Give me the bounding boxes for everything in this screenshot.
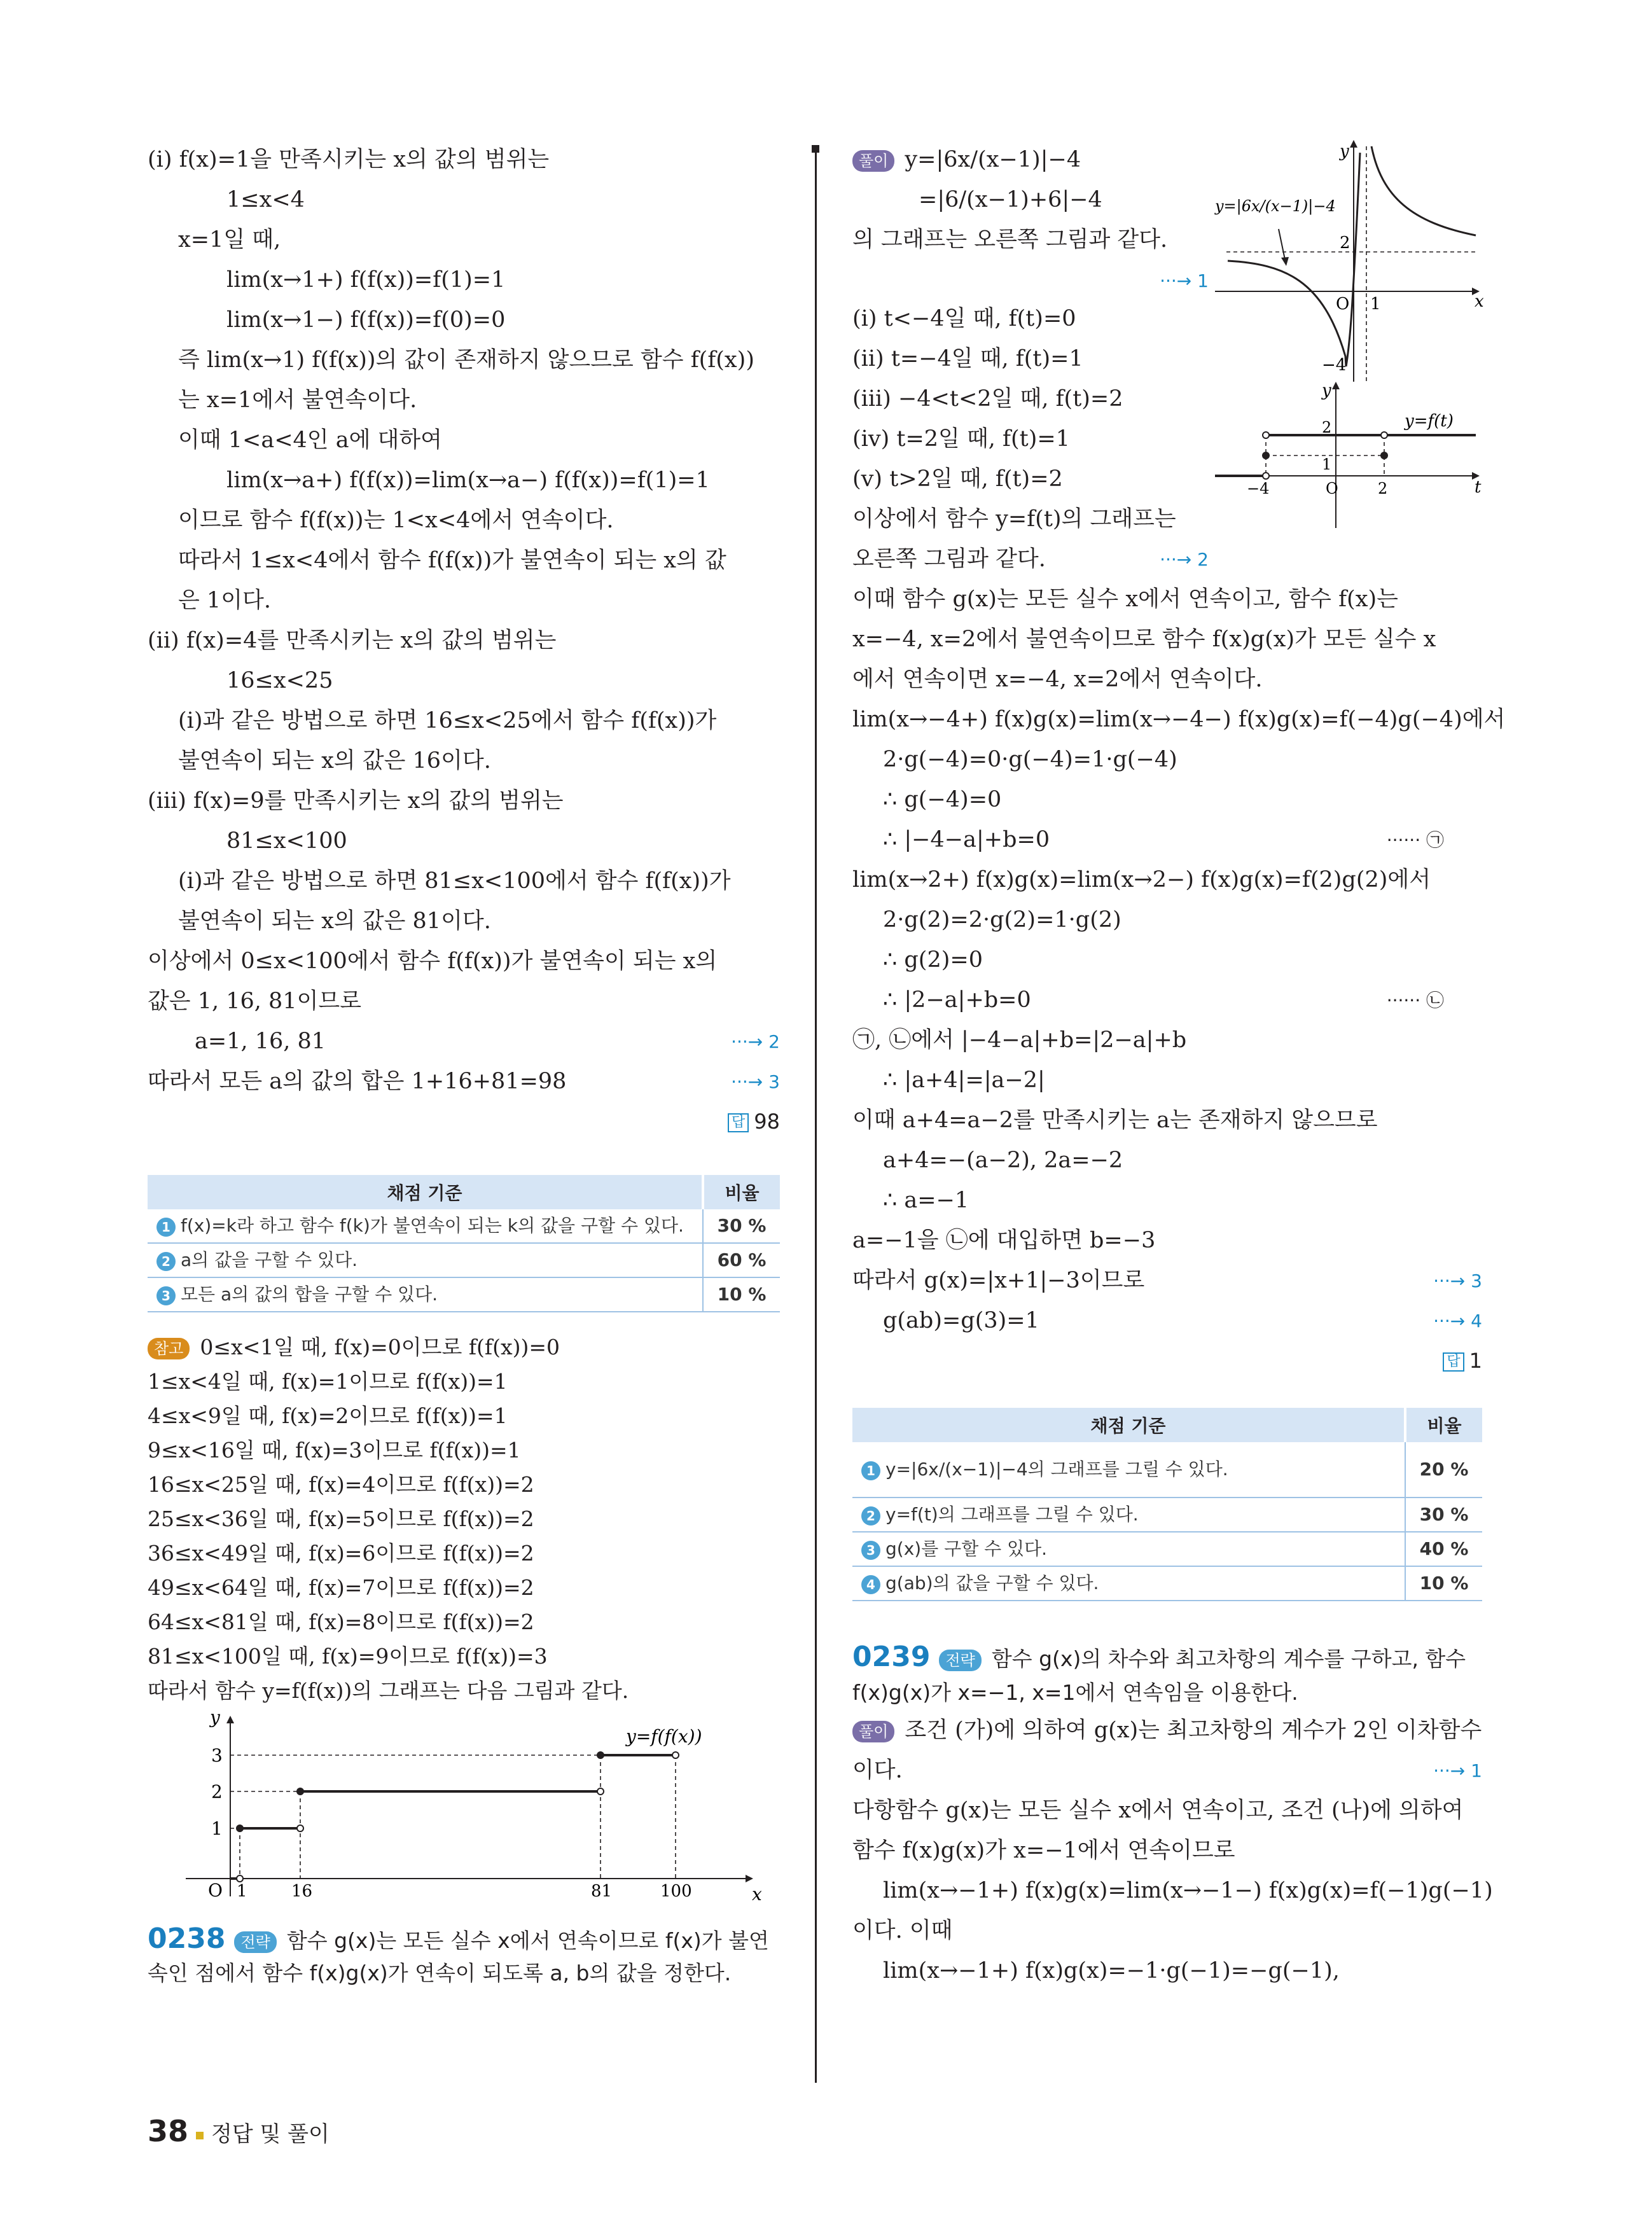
- curve-label: y=f(f(x)): [626, 1726, 702, 1747]
- note-badge: 참고: [148, 1338, 190, 1359]
- step-number-icon: 3: [156, 1286, 176, 1305]
- scoring-table: [852, 1408, 1482, 1601]
- ft-step-graph: [1215, 382, 1482, 528]
- strategy-text: 함수 g(x)의 차수와 최고차항의 계수를 구하고, 함수: [991, 1646, 1466, 1671]
- strategy-text: 속인 점에서 함수 f(x)g(x)가 연속이 되도록 a, b의 값을 정한다.: [148, 1961, 732, 1985]
- axis-label: y: [1340, 142, 1349, 161]
- criterion-pct: 10 %: [1405, 1566, 1482, 1601]
- text-line: 이므로 함수 f(f(x))는 1<x<4에서 연속이다.: [178, 508, 614, 533]
- tick-label: 3: [211, 1745, 223, 1766]
- text-line: lim(x→2+) f(x)g(x)=lim(x→2−) f(x)g(x)=f(2)g(2)에서: [852, 867, 1431, 893]
- text-line: [148, 1022, 780, 1062]
- origin-label: O: [208, 1880, 223, 1901]
- equation-tag: ······ ㉡: [1386, 990, 1444, 1011]
- step-marker: ···→ 2: [731, 1031, 780, 1052]
- problem-0238-strategy: [148, 1922, 780, 1956]
- footer-title: 정답 및 풀이: [211, 2122, 330, 2147]
- note-line: 1≤x<4일 때, f(x)=1이므로 f(f(x))=1: [148, 1369, 508, 1394]
- text-line: 이상에서 0≤x<100에서 함수 f(f(x))가 불연속이 되는 x의: [148, 949, 718, 974]
- note-line: 25≤x<36일 때, f(x)=5이므로 f(f(x))=2: [148, 1506, 534, 1531]
- text-line: lim(x→−1+) f(x)g(x)=−1·g(−1)=−g(−1),: [883, 1958, 1340, 1984]
- answer-value: 98: [754, 1109, 780, 1134]
- tick-label: 1: [237, 1882, 247, 1901]
- table-header: 채점 기준: [852, 1408, 1405, 1442]
- note-line: 81≤x<100일 때, f(x)=9이므로 f(f(x))=3: [148, 1644, 548, 1669]
- text-line: [852, 820, 1482, 860]
- note-line: 9≤x<16일 때, f(x)=3이므로 f(f(x))=1: [148, 1438, 521, 1463]
- step-number-icon: 1: [156, 1218, 176, 1237]
- answer: [852, 1341, 1482, 1381]
- cases-block: [852, 299, 1482, 580]
- step-marker: [852, 260, 1209, 300]
- text-line-content: g(ab)=g(3)=1: [883, 1308, 1039, 1333]
- axis-label: x: [1475, 292, 1484, 311]
- origin-label: O: [1326, 480, 1338, 497]
- strategy-badge: 전략: [234, 1931, 276, 1953]
- text-line: lim(x→−4+) f(x)g(x)=lim(x→−4−) f(x)g(x)=f(−4)g(−4)에서: [852, 707, 1506, 732]
- tick-label: −4: [1247, 480, 1270, 497]
- text-line: a=−1을 ㉡에 대입하면 b=−3: [852, 1228, 1156, 1253]
- answer: [148, 1102, 780, 1142]
- criterion-pct: 10 %: [703, 1277, 780, 1312]
- text-line: x=1일 때,: [178, 227, 281, 253]
- text-line: a+4=−(a−2), 2a=−2: [883, 1148, 1123, 1173]
- criterion-text: y=|6x/(x−1)|−4의 그래프를 그릴 수 있다.: [885, 1459, 1228, 1480]
- note-text: 0≤x<1일 때, f(x)=0이므로 f(f(x))=0: [200, 1335, 560, 1359]
- criterion-pct: 30 %: [703, 1209, 780, 1243]
- step-marker-text: ···→ 1: [1160, 270, 1209, 291]
- note-line: 4≤x<9일 때, f(x)=2이므로 f(f(x))=1: [148, 1403, 508, 1428]
- table-row: [852, 1532, 1482, 1566]
- text-line: [852, 1261, 1482, 1301]
- axis-label: t: [1475, 478, 1482, 497]
- text-line: 이때 함수 g(x)는 모든 실수 x에서 연속이고, 함수 f(x)는: [852, 587, 1398, 612]
- problem-number: 0238: [148, 1922, 226, 1955]
- text-line: 는 x=1에서 불연속이다.: [178, 387, 417, 413]
- criterion-pct: 20 %: [1405, 1442, 1482, 1498]
- solution-badge: 풀이: [852, 1721, 894, 1742]
- step-number-icon: 1: [861, 1461, 880, 1480]
- note-line: 36≤x<49일 때, f(x)=6이므로 f(f(x))=2: [148, 1541, 534, 1566]
- table-row: [148, 1277, 780, 1312]
- footer-square-icon: [196, 2132, 204, 2139]
- step-marker: ···→ 2: [1160, 549, 1209, 570]
- criterion-pct: 40 %: [1405, 1532, 1482, 1566]
- strategy-text: 함수 g(x)는 모든 실수 x에서 연속이므로 f(x)가 불연: [286, 1928, 769, 1953]
- text-line: ∴ g(2)=0: [883, 947, 983, 973]
- text-line: lim(x→1−) f(f(x))=f(0)=0: [226, 307, 506, 333]
- table-header: 비율: [703, 1175, 780, 1209]
- text-line: 다항함수 g(x)는 모든 실수 x에서 연속이고, 조건 (나)에 의하여: [852, 1798, 1464, 1823]
- left-column: [148, 140, 780, 1991]
- tick-label: 81: [591, 1882, 613, 1901]
- table-row: [148, 1209, 780, 1243]
- criterion-text: a의 값을 구할 수 있다.: [181, 1249, 358, 1270]
- text-line-content: 따라서 g(x)=|x+1|−3이므로: [852, 1268, 1145, 1293]
- solution-badge: 풀이: [852, 150, 894, 172]
- page-footer: [148, 2114, 330, 2148]
- text-line: (iii) −4<t<2일 때, f(t)=2: [852, 386, 1123, 412]
- column-divider-marker: [812, 145, 819, 153]
- tick-label: 1: [211, 1818, 223, 1839]
- text-line: 불연속이 되는 x의 값은 81이다.: [178, 908, 491, 934]
- problem-0239-strategy: [852, 1639, 1482, 1675]
- criterion-pct: 30 %: [1405, 1498, 1482, 1532]
- answer-label: 답: [728, 1113, 749, 1132]
- answer-value: 1: [1469, 1349, 1482, 1373]
- text-line: 의 그래프는 오른쪽 그림과 같다.: [852, 227, 1168, 253]
- table-header: 비율: [1405, 1408, 1482, 1442]
- text-line: 즉 lim(x→1) f(f(x))의 값이 존재하지 않으므로 함수 f(f(x)): [178, 347, 754, 373]
- text-line: 이때 1<a<4인 a에 대하여: [178, 427, 442, 453]
- axis-label: y: [210, 1707, 220, 1728]
- text-line: [852, 1711, 1482, 1751]
- problem-number: 0239: [852, 1641, 931, 1673]
- text-line: lim(x→−1+) f(x)g(x)=lim(x→−1−) f(x)g(x)=f(−1)g(−1): [883, 1878, 1493, 1903]
- text-line: ∴ a=−1: [883, 1188, 969, 1213]
- text-line: [852, 539, 1209, 580]
- text-line-content: ∴ |−4−a|+b=0: [883, 827, 1050, 852]
- text-line-content: 조건 (가)에 의하여 g(x)는 최고차항의 계수가 2인 이차함수: [905, 1718, 1482, 1743]
- step-number-icon: 2: [156, 1252, 176, 1271]
- note-line: [148, 1330, 780, 1365]
- curve-label: y=|6x/(x−1)|−4: [1215, 197, 1336, 215]
- text-line: 이상에서 함수 y=f(t)의 그래프는: [852, 506, 1176, 532]
- text-line: 따라서 1≤x<4에서 함수 f(f(x))가 불연속이 되는 x의 값: [178, 548, 726, 573]
- answer-label: 답: [1443, 1352, 1464, 1372]
- tick-label: 2: [1378, 480, 1388, 497]
- text-line: 이때 a+4=a−2를 만족시키는 a는 존재하지 않으므로: [852, 1108, 1378, 1133]
- table-row: [852, 1566, 1482, 1601]
- axis-label: x: [752, 1884, 762, 1905]
- note-line: 따라서 함수 y=f(f(x))의 그래프는 다음 그림과 같다.: [148, 1678, 629, 1703]
- column-divider: [815, 145, 817, 2083]
- step-marker: ···→ 4: [1433, 1310, 1482, 1331]
- text-line: [852, 140, 1209, 180]
- text-line: ∴ |a+4|=|a−2|: [883, 1067, 1045, 1093]
- tick-label: 1: [1370, 295, 1381, 314]
- equation: y=|6x/(x−1)|−4: [905, 147, 1081, 172]
- origin-label: O: [1336, 295, 1350, 314]
- text-line: (iv) t=2일 때, f(t)=1: [852, 426, 1070, 452]
- text-line: [852, 1301, 1482, 1341]
- table-row: [852, 1442, 1482, 1498]
- text-line: lim(x→1+) f(f(x))=f(1)=1: [226, 267, 506, 293]
- tick-label: −4: [1322, 356, 1347, 375]
- tick-label: 2: [1340, 233, 1350, 253]
- text-line: [852, 980, 1482, 1020]
- text-line: (i) t<−4일 때, f(t)=0: [852, 306, 1076, 331]
- note-line: 16≤x<25일 때, f(x)=4이므로 f(f(x))=2: [148, 1472, 534, 1497]
- ffx-step-graph: [148, 1707, 780, 1905]
- text-line: x=−4, x=2에서 불연속이므로 함수 f(x)g(x)가 모든 실수 x: [852, 627, 1436, 652]
- criterion-text: y=f(t)의 그래프를 그릴 수 있다.: [885, 1504, 1139, 1525]
- text-line: (i)과 같은 방법으로 하면 81≤x<100에서 함수 f(f(x))가: [178, 868, 731, 894]
- criterion-text: g(ab)의 값을 구할 수 있다.: [885, 1573, 1099, 1594]
- text-line: ∴ g(−4)=0: [883, 787, 1002, 812]
- text-line: 에서 연속이면 x=−4, x=2에서 연속이다.: [852, 667, 1263, 692]
- text-line: 은 1이다.: [178, 588, 271, 613]
- text-line: 2·g(−4)=0·g(−4)=1·g(−4): [883, 747, 1177, 772]
- page-number: 38: [148, 2114, 189, 2148]
- text-line-content: 이다.: [852, 1758, 903, 1783]
- axis-label: y: [1322, 381, 1331, 400]
- text-line: [148, 1062, 780, 1102]
- text-line: 이다. 이때: [852, 1918, 953, 1943]
- text-line: 함수 f(x)g(x)가 x=−1에서 연속이므로: [852, 1838, 1235, 1863]
- text-line: [852, 1751, 1482, 1791]
- text-line-content: 오른쪽 그림과 같다.: [852, 546, 1046, 572]
- text-line-content: ∴ |2−a|+b=0: [883, 987, 1031, 1013]
- step-marker: ···→ 3: [1433, 1270, 1482, 1291]
- tick-label: 100: [660, 1882, 692, 1901]
- text-line-content: 따라서 모든 a의 값의 합은 1+16+81=98: [148, 1069, 567, 1094]
- step-marker: ···→ 3: [731, 1071, 780, 1092]
- text-line: (ii) f(x)=4를 만족시키는 x의 값의 범위는: [148, 628, 557, 653]
- text-line: 불연속이 되는 x의 값은 16이다.: [178, 748, 491, 774]
- text-line: 2·g(2)=2·g(2)=1·g(2): [883, 907, 1121, 933]
- table-header: 채점 기준: [148, 1175, 703, 1209]
- scoring-table: [148, 1175, 780, 1312]
- table-row: [852, 1498, 1482, 1532]
- tick-label: 2: [211, 1781, 223, 1802]
- text-line: (v) t>2일 때, f(t)=2: [852, 466, 1063, 492]
- criterion-text: 모든 a의 값의 합을 구할 수 있다.: [181, 1284, 438, 1305]
- step-number-icon: 2: [861, 1506, 880, 1526]
- criterion-pct: 60 %: [703, 1243, 780, 1277]
- text-line: (i) f(x)=1을 만족시키는 x의 값의 범위는: [148, 147, 550, 172]
- criterion-text: f(x)=k라 하고 함수 f(k)가 불연속이 되는 k의 값을 구할 수 있다.: [181, 1215, 684, 1236]
- text-line: lim(x→a+) f(f(x))=lim(x→a−) f(f(x))=f(1)=1: [226, 468, 710, 493]
- step-number-icon: 4: [861, 1575, 880, 1594]
- step-number-icon: 3: [861, 1541, 880, 1560]
- curve-label: y=f(t): [1405, 412, 1454, 431]
- step-marker: ···→ 1: [1433, 1760, 1482, 1781]
- equation-tag: ······ ㉠: [1386, 830, 1444, 851]
- text-line: 81≤x<100: [226, 828, 347, 854]
- text-line: (iii) f(x)=9를 만족시키는 x의 값의 범위는: [148, 788, 564, 814]
- criterion-text: g(x)를 구할 수 있다.: [885, 1538, 1048, 1559]
- strategy-badge: 전략: [939, 1650, 981, 1671]
- text-line: =|6/(x−1)+6|−4: [919, 187, 1102, 212]
- text-line: (i)과 같은 방법으로 하면 16≤x<25에서 함수 f(f(x))가: [178, 708, 717, 733]
- tick-label: 1: [1322, 455, 1332, 473]
- tick-label: 16: [291, 1882, 313, 1901]
- text-line: 1≤x<4: [226, 187, 305, 212]
- tick-label: 2: [1322, 419, 1332, 436]
- strategy-text: f(x)g(x)가 x=−1, x=1에서 연속임을 이용한다.: [852, 1680, 1298, 1705]
- text-line: (ii) t=−4일 때, f(t)=1: [852, 346, 1083, 372]
- note-line: 49≤x<64일 때, f(x)=7이므로 f(f(x))=2: [148, 1575, 534, 1600]
- text-line-content: a=1, 16, 81: [195, 1029, 326, 1054]
- right-column: [852, 140, 1506, 1991]
- text-line: ㉠, ㉡에서 |−4−a|+b=|2−a|+b: [852, 1027, 1187, 1053]
- table-row: [148, 1243, 780, 1277]
- text-line: 16≤x<25: [226, 668, 333, 693]
- note-line: 64≤x<81일 때, f(x)=8이므로 f(f(x))=2: [148, 1609, 534, 1634]
- text-line: 값은 1, 16, 81이므로: [148, 989, 362, 1014]
